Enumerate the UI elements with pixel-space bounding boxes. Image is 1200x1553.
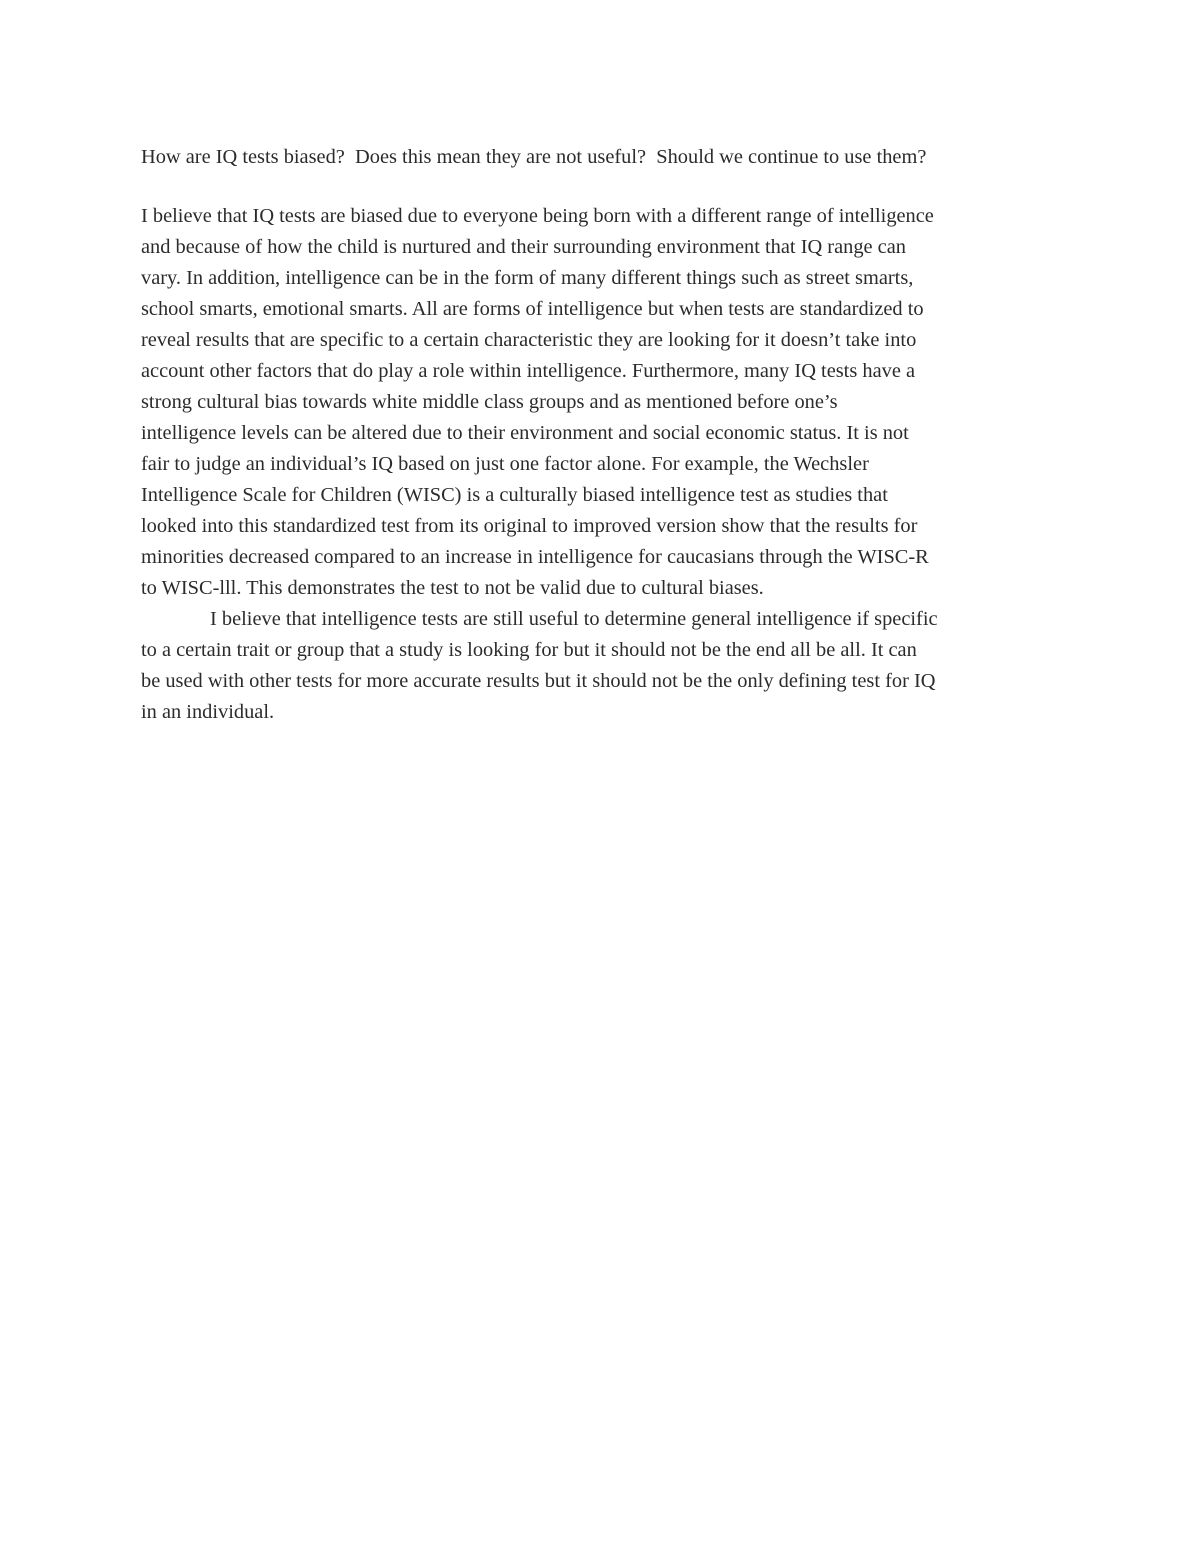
text-line: looked into this standardized test from its original to improved version show that the results for [141,515,918,537]
text-line: to WISC-lll. This demonstrates the test to not be valid due to cultural biases. [141,577,764,599]
text-line: and because of how the child is nurtured and their surrounding environment that IQ range can [141,236,906,258]
text-line: fair to judge an individual’s IQ based on just one factor alone. For example, the Wechsler [141,453,869,475]
paragraph-2 [141,604,1063,728]
text-line: I believe that intelligence tests are still useful to determine general intelligence if specific [210,608,938,630]
document-body [141,142,1063,728]
text-line: vary. In addition, intelligence can be in the form of many different things such as street smarts, [141,267,914,289]
essay-question: How are IQ tests biased? Does this mean they are not useful? Should we continue to use them? [141,146,927,168]
text-line: Intelligence Scale for Children (WISC) is a culturally biased intelligence test as studies that [141,484,888,506]
text-line: minorities decreased compared to an increase in intelligence for caucasians through the WISC-R [141,546,929,568]
text-line: in an individual. [141,701,275,723]
paragraph-1 [141,201,1063,604]
text-line: strong cultural bias towards white middle class groups and as mentioned before one’s [141,391,838,413]
text-line: I believe that IQ tests are biased due to everyone being born with a different range of intelligence [141,205,934,227]
text-line: intelligence levels can be altered due to their environment and social economic status. It is not [141,422,909,444]
text-line: reveal results that are specific to a certain characteristic they are looking for it doesn’t take into [141,329,917,351]
text-line: be used with other tests for more accurate results but it should not be the only defining test for IQ [141,670,936,692]
text-line: to a certain trait or group that a study is looking for but it should not be the end all be all. It can [141,639,917,661]
text-line: account other factors that do play a role within intelligence. Furthermore, many IQ tests have a [141,360,916,382]
text-line: school smarts, emotional smarts. All are forms of intelligence but when tests are standardized to [141,298,924,320]
